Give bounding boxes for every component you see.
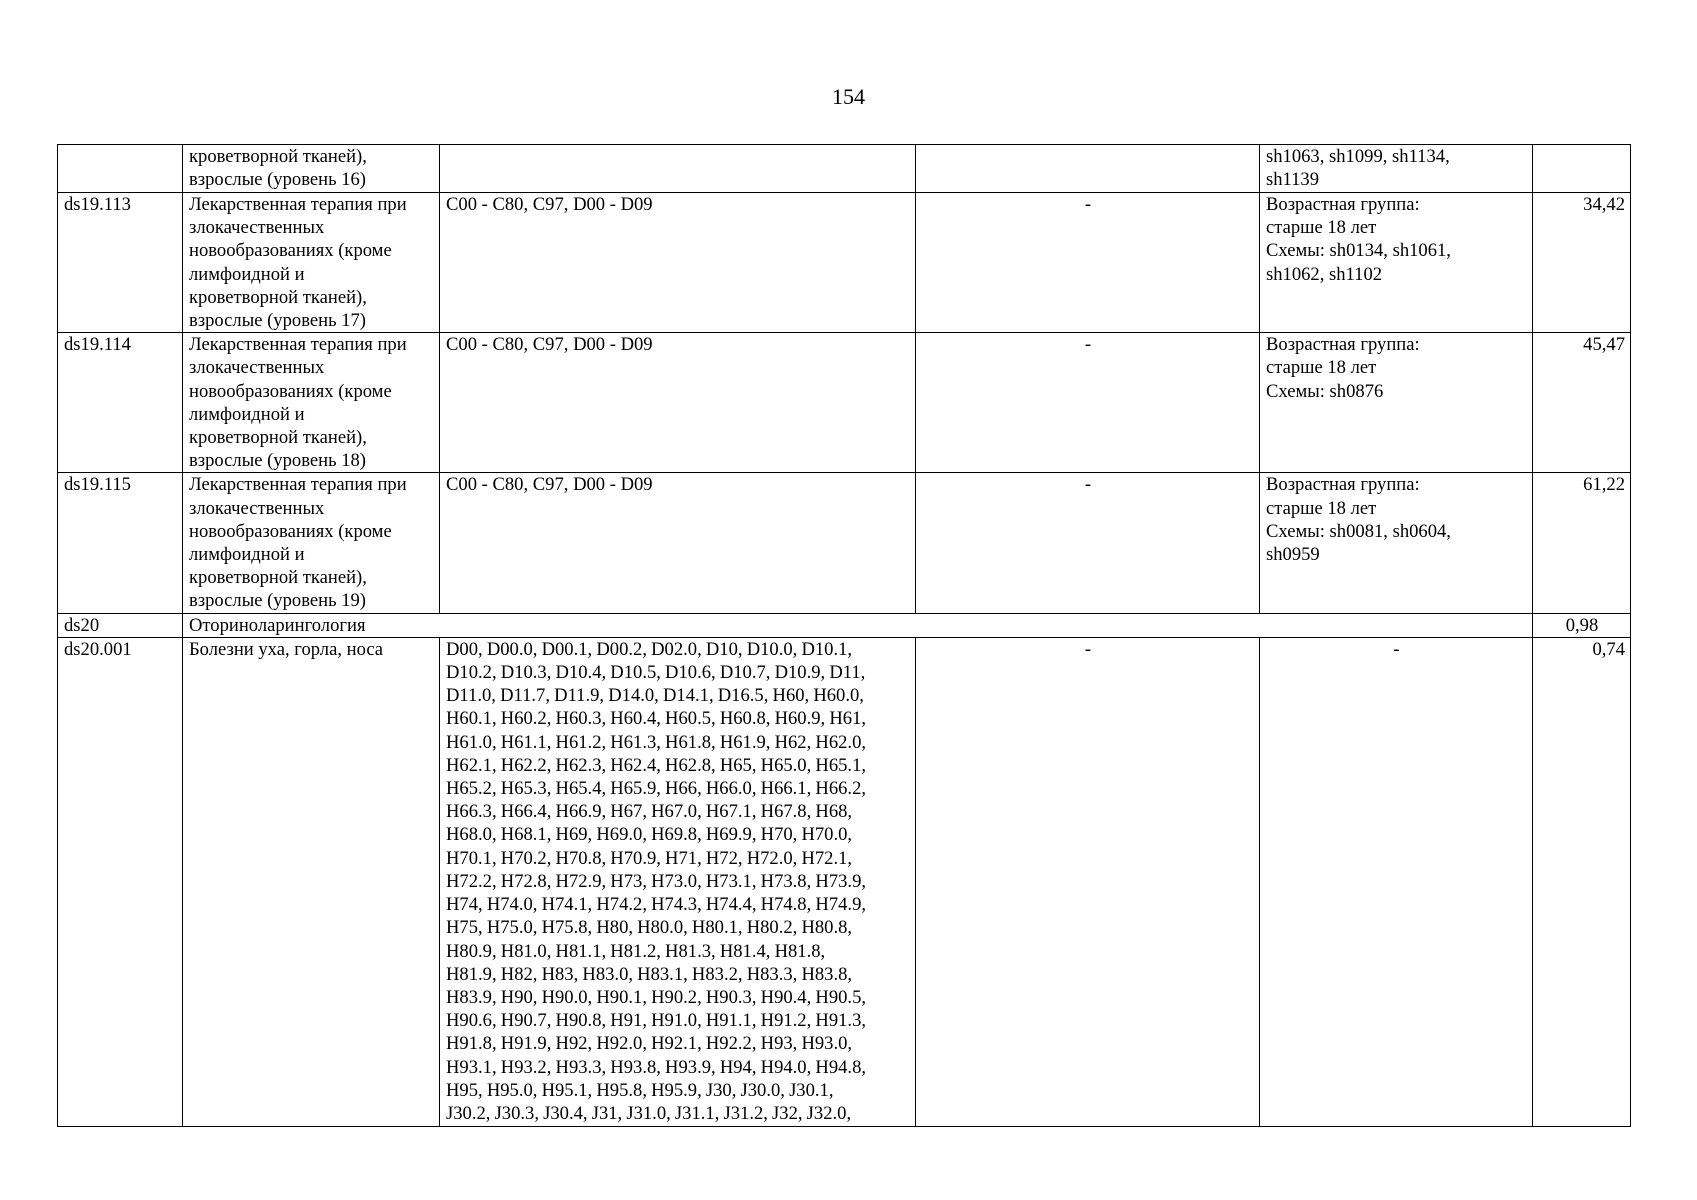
diagnosis-codes: D00, D00.0, D00.1, D00.2, D02.0, D10, D10.0, D10.1, D10.2, D10.3, D10.4, D10.5, D10.6, D10.7, D10.9, D11, D11.0, D11.7, D11.9, D14.0, D14.1, D16.5, H60, H60.0, H60.1, H60.2, H60.3, H60.4, H60.5, H60.8, H60.9, H61, H61.0, H61.1, H61.2, H61.3, H61.8, H61.9, H62, H62.0, H62.1, H62.2, H62.3, H62.4, H62.8, H65, H65.0, H65.1, H65.2, H65.3, H65.4, H65.9, H66, H66.0, H66.1, H66.2, H66.3, H66.4, H66.9, H67, H67.0, H67.1, H67.8, H68, H68.0, H68.1, H69, H69.0, H69.8, H69.9, H70, H70.0, H70.1, H70.2, H70.8, H70.9, H71, H72, H72.0, H72.1, H72.2, H72.8, H72.9, H73, H73.0, H73.1, H73.8, H73.9, H74, H74.0, H74.1, H74.2, H74.3, H74.4, H74.8, H74.9, H75, H75.0, H75.8, H80, H80.0, H80.1, H80.2, H80.8, H80.9, H81.0, H81.1, H81.2, H81.3, H81.4, H81.8, H81.9, H82, H83, H83.0, H83.1, H83.2, H83.3, H83.8, H83.9, H90, H90.0, H90.1, H90.2, H90.3, H90.4, H90.5, H90.6, H90.7, H90.8, H91, H91.0, H91.1, H91.2, H91.3, H91.8, H91.9, H92, H92.0, H92.1, H92.2, H93, H93.0, H93.1, H93.2, H93.3, H93.8, H93.9, H94, H94.0, H94.8, H95, H95.0, H95.1, H95.8, H95.9, J30, J30.0, J30.1, J30.2, J30.3, J30.4, J31, J31.0, J31.1, J31.2, J32, J32.0,: [440, 637, 916, 1126]
group-name: Лекарственная терапия при злокачественных новообразованиях (кроме лимфоидной и кроветворной тканей), взрослые (уровень 17): [183, 193, 440, 333]
group-code: ds20.001: [58, 637, 183, 1126]
coefficient: 34,42: [1533, 193, 1631, 333]
diagnosis-codes: C00 - C80, C97, D00 - D09: [440, 473, 916, 613]
extra-criteria: Возрастная группа: старше 18 лет Схемы: sh0134, sh1061, sh1062, sh1102: [1260, 193, 1533, 333]
extra-criteria: Возрастная группа: старше 18 лет Схемы: sh0876: [1260, 333, 1533, 473]
table-row: [58, 473, 1631, 613]
service-codes: -: [916, 333, 1260, 473]
group-name: Болезни уха, горла, носа: [183, 637, 440, 1126]
extra-criteria: -: [1260, 637, 1533, 1126]
coefficient: 45,47: [1533, 333, 1631, 473]
diagnosis-codes: C00 - C80, C97, D00 - D09: [440, 333, 916, 473]
page-number: 154: [832, 84, 865, 109]
extra-criteria: Возрастная группа: старше 18 лет Схемы: sh0081, sh0604, sh0959: [1260, 473, 1533, 613]
section-name: Оториноларингология: [183, 613, 1533, 637]
service-codes: -: [916, 637, 1260, 1126]
table-row: [58, 637, 1631, 1126]
coefficient: 61,22: [1533, 473, 1631, 613]
service-codes: -: [916, 193, 1260, 333]
coefficient: [1533, 145, 1631, 193]
drg-table: [57, 144, 1631, 1127]
group-code: ds19.115: [58, 473, 183, 613]
table-row: [58, 333, 1631, 473]
service-codes: -: [916, 473, 1260, 613]
group-name: Лекарственная терапия при злокачественных новообразованиях (кроме лимфоидной и кроветворной тканей), взрослые (уровень 18): [183, 333, 440, 473]
diagnosis-codes: [440, 145, 916, 193]
group-name: Лекарственная терапия при злокачественных новообразованиях (кроме лимфоидной и кроветворной тканей), взрослые (уровень 19): [183, 473, 440, 613]
table-row: [58, 145, 1631, 193]
section-coefficient: 0,98: [1533, 613, 1631, 637]
diagnosis-codes: C00 - C80, C97, D00 - D09: [440, 193, 916, 333]
table-row: [58, 193, 1631, 333]
section-row: [58, 613, 1631, 637]
group-code: ds19.114: [58, 333, 183, 473]
service-codes: [916, 145, 1260, 193]
group-name: кроветворной тканей), взрослые (уровень 16): [183, 145, 440, 193]
group-code: ds19.113: [58, 193, 183, 333]
extra-criteria: sh1063, sh1099, sh1134, sh1139: [1260, 145, 1533, 193]
group-code: [58, 145, 183, 193]
coefficient: 0,74: [1533, 637, 1631, 1126]
section-code: ds20: [58, 613, 183, 637]
